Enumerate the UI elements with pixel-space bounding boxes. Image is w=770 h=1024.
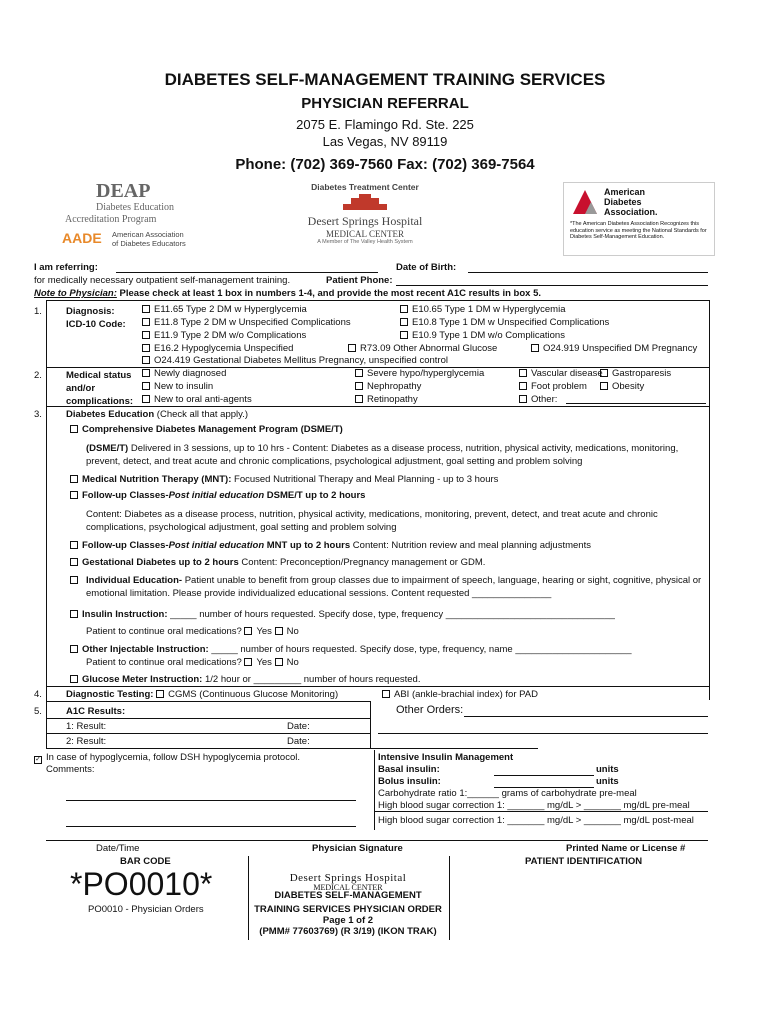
testing-num: 4.: [34, 689, 42, 700]
checkbox[interactable]: [70, 610, 78, 618]
hospital-icon: [335, 194, 395, 214]
address-line-1: 2075 E. Flamingo Rd. Ste. 225: [296, 117, 474, 132]
dtc-text: Diabetes Treatment Center: [311, 182, 419, 192]
section-divider: [46, 406, 710, 407]
phone-fax: Phone: (702) 369-7560 Fax: (702) 369-7564: [235, 156, 535, 173]
medical-num: 2.: [34, 370, 42, 381]
checkbox[interactable]: [400, 318, 408, 326]
med-retinopathy[interactable]: Retinopathy: [355, 394, 418, 405]
checkbox-cgms[interactable]: [156, 690, 164, 698]
oral-meds-question-2: Patient to continue oral medications? Yes No: [86, 657, 299, 668]
ada-text-2: Diabetes: [604, 197, 642, 207]
checkbox[interactable]: [348, 344, 356, 352]
basal-label: Basal insulin:: [378, 764, 440, 775]
basal-units: units: [596, 764, 619, 775]
checkbox[interactable]: [70, 541, 78, 549]
physician-signature-label: Physician Signature: [312, 843, 403, 854]
deap-logo: [62, 180, 202, 252]
dx-e119[interactable]: E11.9 Type 2 DM w/o Complications: [142, 330, 306, 341]
patient-identification-label: PATIENT IDENTIFICATION: [525, 856, 643, 867]
a1c-result-1: 1: Result:: [66, 721, 107, 732]
checkbox[interactable]: [519, 395, 527, 403]
note-label: Note to Physician:: [34, 288, 117, 299]
injectable-instruction[interactable]: Other Injectable Instruction: _____ number of hours requested. Specify dose, type, frequency, name ______________________: [70, 644, 632, 655]
address-line-2: Las Vegas, NV 89119: [322, 134, 448, 149]
datetime-label: Date/Time: [96, 843, 140, 854]
comments-line-1[interactable]: [66, 800, 356, 801]
checkbox[interactable]: [70, 491, 78, 499]
comments-line-2[interactable]: [66, 826, 356, 827]
printed-name-label: Printed Name or License #: [566, 843, 686, 854]
barcode-value: *PO0010*: [70, 866, 213, 902]
ada-text-1: American: [604, 187, 646, 197]
a1c-date-2: Date:: [287, 736, 310, 747]
medical-label-2: and/or: [66, 383, 96, 394]
footer-doc-line-2: TRAINING SERVICES PHYSICIAN ORDER: [254, 904, 442, 915]
med-gastroparesis[interactable]: Gastroparesis: [600, 368, 671, 379]
note-to-physician: [34, 288, 541, 299]
checkbox[interactable]: [142, 395, 150, 403]
checkbox[interactable]: [142, 305, 150, 313]
basal-line[interactable]: [494, 775, 594, 776]
form-title: DIABETES SELF-MANAGEMENT TRAINING SERVICES: [164, 70, 606, 89]
a1c-bottom-line: [46, 748, 538, 749]
education-num: 3.: [34, 409, 42, 420]
dsme-title[interactable]: Comprehensive Diabetes Management Program (DSME/T): [70, 424, 343, 435]
footer-hospital-logo: [248, 872, 448, 892]
checkbox[interactable]: [70, 558, 78, 566]
aade-logo: AADE: [62, 230, 102, 246]
dob-line[interactable]: [468, 272, 708, 273]
glucose-meter-instruction[interactable]: Glucose Meter Instruction: 1/2 hour or _________ number of hours requested.: [70, 674, 420, 685]
a1c-row-line: [46, 733, 370, 734]
med-vascular[interactable]: Vascular disease: [519, 368, 603, 379]
individual-text: Individual Education- Patient unable to benefit from group classes due to impairment of speech, language, hearing or sight, cognitive, physical or emotional limitation. Please provide individualized educational sessions. Content requested _______________: [86, 575, 702, 599]
for-medically-text: for medically necessary outpatient self-management training.: [34, 275, 291, 286]
med-new-oral[interactable]: New to oral anti-agents: [142, 394, 252, 405]
note-text: Please check at least 1 box in numbers 1-4, and provide the most recent A1C results in box 5.: [116, 288, 541, 299]
a1c-row-line: [46, 718, 370, 719]
followup-mnt-option[interactable]: Follow-up Classes-Post initial education MNT up to 2 hours Content: Nutrition review and meal planning adjustments: [70, 540, 591, 551]
diagnosis-label: Diagnosis:: [66, 306, 115, 317]
med-other[interactable]: Other:: [519, 394, 557, 405]
mnt-option[interactable]: Medical Nutrition Therapy (MNT): Focused Nutritional Therapy and Meal Planning - up to 3 hours: [70, 474, 498, 485]
insulin-mgmt-title: Intensive Insulin Management: [378, 752, 514, 763]
medical-label-3: complications:: [66, 396, 134, 407]
dx-r7309[interactable]: R73.09 Other Abnormal Glucose: [348, 343, 497, 354]
checkbox-no[interactable]: [275, 658, 283, 666]
dsme-description: (DSME/T) Delivered in 3 sessions, up to 10 hrs - Content: Diabetes as a disease process, nutrition, physical activity, medications, monitoring, prevent, detect, and treat acute and chronic complications, psychological adjustment, goal setting and problem solving: [86, 443, 679, 467]
checkbox[interactable]: [142, 344, 150, 352]
checkbox[interactable]: [70, 675, 78, 683]
checkbox[interactable]: [70, 475, 78, 483]
aade-text-1: American Association: [112, 230, 184, 239]
checkbox[interactable]: [355, 369, 363, 377]
bolus-units: units: [596, 776, 619, 787]
ada-note: *The American Diabetes Association Recognizes this education service as meeting the National Standards for Diabetes Self-Management Education.: [570, 221, 707, 240]
deap-line-1: Diabetes Education: [96, 202, 175, 213]
checkbox-no[interactable]: [275, 627, 283, 635]
icd10-label: ICD-10 Code:: [66, 319, 126, 330]
section-divider: [46, 686, 710, 687]
aade-text-2: of Diabetes Educators: [112, 239, 186, 248]
checkbox[interactable]: [382, 690, 390, 698]
hbs-pre: High blood sugar correction 1: _______ mg/dL > _______ mg/dL pre-meal: [378, 800, 690, 811]
a1c-num: 5.: [34, 706, 42, 717]
footer-logo-line-1: Desert Springs Hospital: [289, 872, 407, 884]
patient-phone-label: Patient Phone:: [326, 275, 393, 286]
form-subtitle: PHYSICIAN REFERRAL: [301, 95, 469, 112]
checkbox[interactable]: [142, 331, 150, 339]
checkbox-yes[interactable]: [244, 627, 252, 635]
barcode-caption: PO0010 - Physician Orders: [88, 904, 204, 915]
med-newly-diagnosed[interactable]: Newly diagnosed: [142, 368, 226, 379]
checkbox[interactable]: [70, 425, 78, 433]
checkbox[interactable]: [355, 382, 363, 390]
insulin-row-line: [374, 811, 708, 812]
other-orders-line-1[interactable]: [464, 716, 708, 717]
oral-meds-question-1: Patient to continue oral medications? Yes No: [86, 626, 299, 637]
hbs-post: High blood sugar correction 1: _______ mg/dL > _______ mg/dL post-meal: [378, 815, 694, 826]
checkbox[interactable]: [531, 344, 539, 352]
desert-springs-logo: [280, 182, 450, 254]
other-orders-label: Other Orders:: [396, 704, 464, 716]
checkbox[interactable]: [400, 305, 408, 313]
dx-o24419[interactable]: O24.419 Gestational Diabetes Mellitus Pregnancy, unspecified control: [142, 355, 448, 366]
comments-label: Comments:: [46, 764, 95, 775]
followup-dsme-content: Content: Diabetes as a disease process, nutrition, physical activity, medications, monitoring, prevent, detect, and treat acute and chronic complications, psychological adjustment, goal setting and problem solving: [86, 509, 658, 533]
ada-text-3: Association.: [604, 207, 658, 217]
medical-label-1: Medical status: [66, 370, 132, 381]
footer-doc-line-4: (PMM# 77603769) (R 3/19) (IKON TRAK): [259, 926, 437, 937]
checkbox[interactable]: [142, 318, 150, 326]
checkbox[interactable]: [142, 369, 150, 377]
med-severe-hypo[interactable]: Severe hypo/hyperglycemia: [355, 368, 484, 379]
bolus-label: Bolus insulin:: [378, 776, 441, 787]
footer-doc-title: [248, 890, 448, 937]
dsh-line-1: Desert Springs Hospital: [307, 214, 423, 228]
barcode-label: BAR CODE: [120, 856, 171, 867]
i-am-referring-label: I am referring:: [34, 262, 98, 273]
deap-line-2: Accreditation Program: [65, 214, 157, 225]
dx-o24919[interactable]: O24.919 Unspecified DM Pregnancy: [531, 343, 697, 354]
section-divider: [46, 701, 370, 702]
checkbox[interactable]: [142, 356, 150, 364]
education-heading: Diabetes Education (Check all that apply.): [66, 409, 248, 420]
med-nephropathy[interactable]: Nephropathy: [355, 381, 421, 392]
med-obesity[interactable]: Obesity: [600, 381, 644, 392]
checkbox[interactable]: [400, 331, 408, 339]
a1c-label: A1C Results:: [66, 706, 126, 717]
dsh-line-3: A Member of The Valley Health System: [317, 239, 413, 245]
checkbox[interactable]: [519, 369, 527, 377]
checkbox[interactable]: [70, 645, 78, 653]
dx-e118[interactable]: E11.8 Type 2 DM w Unspecified Complications: [142, 317, 351, 328]
checkbox[interactable]: [600, 382, 608, 390]
med-other-line[interactable]: [566, 403, 706, 404]
dx-e108[interactable]: E10.8 Type 1 DM w Unspecified Complications: [400, 317, 609, 328]
other-orders-line-2[interactable]: [378, 733, 708, 734]
ada-triangle-icon: [570, 187, 600, 217]
insulin-box-rule: [374, 750, 375, 830]
checkbox[interactable]: [355, 395, 363, 403]
patient-phone-line[interactable]: [396, 285, 708, 286]
checkbox[interactable]: [600, 369, 608, 377]
med-new-insulin[interactable]: New to insulin: [142, 381, 213, 392]
checked-box-icon[interactable]: ✓: [35, 756, 41, 763]
checkbox[interactable]: [142, 382, 150, 390]
checkbox[interactable]: [70, 576, 78, 584]
dx-e162[interactable]: E16.2 Hypoglycemia Unspecified: [142, 343, 293, 354]
checkbox[interactable]: [519, 382, 527, 390]
footer-logo-line-2: MEDICAL CENTER: [313, 883, 383, 892]
abi-option[interactable]: ABI (ankle-brachial index) for PAD: [382, 689, 538, 700]
gestational-option[interactable]: Gestational Diabetes up to 2 hours Content: Preconception/Pregnancy management or GDM.: [70, 557, 485, 568]
hypo-protocol[interactable]: ✓ In case of hypoglycemia, follow DSH hypoglycemia protocol.: [35, 752, 300, 763]
a1c-right-rule: [370, 701, 371, 748]
signature-line[interactable]: [46, 840, 708, 841]
footer-doc-line-3: Page 1 of 2: [322, 915, 374, 926]
deap-wordmark: DEAP: [96, 180, 151, 202]
diagnosis-num: 1.: [34, 306, 42, 317]
footer-doc-line-1: DIABETES SELF-MANAGEMENT: [274, 890, 422, 901]
dx-e1065[interactable]: E10.65 Type 1 DM w Hyperglycemia: [400, 304, 565, 315]
referring-name-line[interactable]: [116, 272, 378, 273]
a1c-date-1: Date:: [287, 721, 310, 732]
dob-label: Date of Birth:: [396, 262, 457, 273]
dsh-line-2: MEDICAL CENTER: [326, 229, 404, 239]
dx-e1165[interactable]: E11.65 Type 2 DM w Hyperglycemia: [142, 304, 307, 315]
insulin-instruction[interactable]: Insulin Instruction: _____ number of hours requested. Specify dose, type, frequency ________________________________: [70, 609, 615, 620]
carb-ratio: Carbohydrate ratio 1:______ grams of carbohydrate pre-meal: [378, 788, 637, 799]
a1c-result-2: 2: Result:: [66, 736, 107, 747]
testing-row: Diagnostic Testing: CGMS (Continuous Glucose Monitoring): [66, 689, 339, 700]
dx-e109[interactable]: E10.9 Type 1 DM w/o Complications: [400, 330, 565, 341]
med-foot[interactable]: Foot problem: [519, 381, 587, 392]
ada-logo: [563, 182, 715, 256]
followup-dsme-option[interactable]: Follow-up Classes-Post initial education DSME/T up to 2 hours: [70, 490, 365, 501]
checkbox-yes[interactable]: [244, 658, 252, 666]
